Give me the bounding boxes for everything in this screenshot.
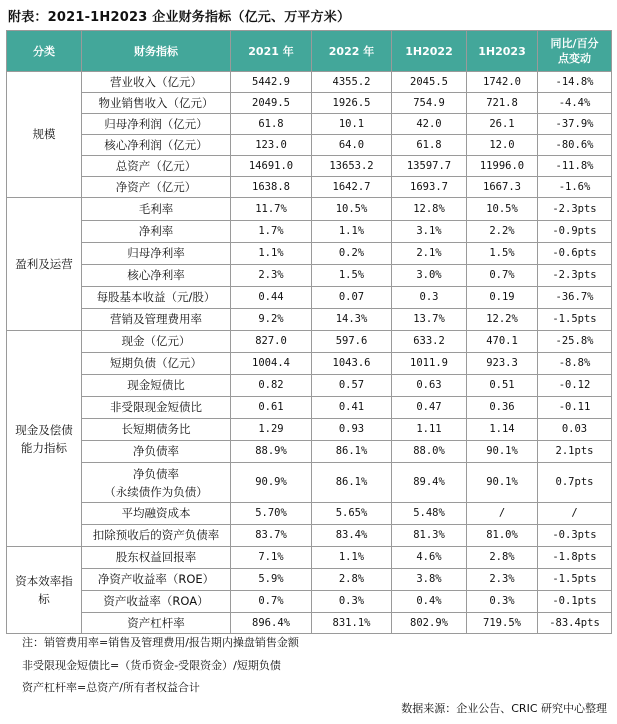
value-2022-cell: 1.5% [312, 265, 392, 287]
value-1h2022-cell: 802.9% [392, 613, 467, 634]
value-2021-cell: 83.7% [231, 525, 312, 547]
value-1h2022-cell: 89.4% [392, 463, 467, 503]
value-1h2023-cell: 923.3 [467, 353, 538, 375]
table-row [7, 331, 612, 353]
metric-cell: 净资产收益率（ROE） [82, 569, 231, 591]
value-2021-cell: 14691.0 [231, 156, 312, 177]
value-2022-cell: 1.1% [312, 547, 392, 569]
value-1h2022-cell: 3.1% [392, 221, 467, 243]
value-1h2023-cell: 12.0 [467, 135, 538, 156]
metric-cell: 每股基本收益（元/股） [82, 287, 231, 309]
metric-cell: 平均融资成本 [82, 503, 231, 525]
metric-cell: 长短期债务比 [82, 419, 231, 441]
value-1h2023-cell: 719.5% [467, 613, 538, 634]
table-row [7, 135, 612, 156]
metric-cell: 总资产（亿元） [82, 156, 231, 177]
table-row [7, 221, 612, 243]
value-1h2023-cell: 90.1% [467, 441, 538, 463]
value-2022-cell: 4355.2 [312, 72, 392, 93]
value-1h2022-cell: 3.0% [392, 265, 467, 287]
value-2022-cell: 0.93 [312, 419, 392, 441]
footnote-2: 非受限现金短债比=（货币资金-受限资金）/短期负债 [22, 659, 281, 672]
value-1h2022-cell: 0.63 [392, 375, 467, 397]
metric-cell [82, 463, 231, 503]
table-row [7, 441, 612, 463]
header-row [7, 31, 612, 72]
value-2021-cell: 0.7% [231, 591, 312, 613]
value-2022-cell: 5.65% [312, 503, 392, 525]
value-1h2022-cell: 754.9 [392, 93, 467, 114]
value-2021-cell: 1.29 [231, 419, 312, 441]
value-2022-cell: 13653.2 [312, 156, 392, 177]
category-label-line1: 现金及偿债 [15, 422, 73, 437]
value-2021-cell: 0.61 [231, 397, 312, 419]
value-1h2022-cell: 13.7% [392, 309, 467, 331]
change-cell: -0.12 [538, 375, 612, 397]
footnote-3: 资产杠杆率=总资产/所有者权益合计 [22, 681, 200, 694]
table-row [7, 198, 612, 221]
value-1h2023-cell: 11996.0 [467, 156, 538, 177]
value-2021-cell: 827.0 [231, 331, 312, 353]
value-2022-cell: 64.0 [312, 135, 392, 156]
change-cell: -1.6% [538, 177, 612, 198]
value-1h2023-cell: 12.2% [467, 309, 538, 331]
change-cell: -1.5pts [538, 569, 612, 591]
category-label-line1: 资本效率指 [15, 574, 73, 588]
table-row [7, 591, 612, 613]
value-2021-cell: 0.44 [231, 287, 312, 309]
value-2021-cell: 123.0 [231, 135, 312, 156]
value-2022-cell: 0.2% [312, 243, 392, 265]
financial-indicators-table [6, 30, 612, 634]
change-cell: -1.5pts [538, 309, 612, 331]
table-row [7, 375, 612, 397]
category-cell: 规模 [7, 72, 82, 198]
value-1h2022-cell: 13597.7 [392, 156, 467, 177]
table-row [7, 243, 612, 265]
value-1h2022-cell: 1011.9 [392, 353, 467, 375]
header-change-line1: 同比/百分 [550, 37, 599, 50]
value-1h2022-cell: 3.8% [392, 569, 467, 591]
value-2021-cell: 1638.8 [231, 177, 312, 198]
header-change-line2: 点变动 [558, 52, 591, 65]
table-row [7, 309, 612, 331]
table-row [7, 419, 612, 441]
value-2021-cell: 2049.5 [231, 93, 312, 114]
category-cell [7, 331, 82, 547]
metric-cell: 核心净利润（亿元） [82, 135, 231, 156]
table-row [7, 114, 612, 135]
value-1h2023-cell: 1.14 [467, 419, 538, 441]
change-cell: -14.8% [538, 72, 612, 93]
change-cell: / [538, 503, 612, 525]
metric-cell: 营销及管理费用率 [82, 309, 231, 331]
header-metric: 财务指标 [82, 31, 231, 72]
metric-cell: 非受限现金短债比 [82, 397, 231, 419]
change-cell: -11.8% [538, 156, 612, 177]
value-1h2023-cell: 1.5% [467, 243, 538, 265]
category-label-line2: 标 [38, 592, 50, 606]
table-row [7, 177, 612, 198]
change-cell: 2.1pts [538, 441, 612, 463]
footnote-1: 注：销管费用率=销售及管理费用/报告期内操盘销售金额 [22, 636, 299, 649]
metric-cell: 毛利率 [82, 198, 231, 221]
value-2022-cell: 86.1% [312, 441, 392, 463]
value-2021-cell: 5.70% [231, 503, 312, 525]
value-1h2023-cell: 0.3% [467, 591, 538, 613]
value-1h2023-cell: 0.36 [467, 397, 538, 419]
value-2021-cell: 90.9% [231, 463, 312, 503]
change-cell: -4.4% [538, 93, 612, 114]
value-1h2023-cell: 0.19 [467, 287, 538, 309]
metric-label-note: （永续债作为负债） [104, 484, 208, 499]
change-cell: -0.11 [538, 397, 612, 419]
header-change [538, 31, 612, 72]
metric-cell: 净资产（亿元） [82, 177, 231, 198]
value-2021-cell: 11.7% [231, 198, 312, 221]
change-cell: -0.9pts [538, 221, 612, 243]
value-2021-cell: 0.82 [231, 375, 312, 397]
category-cell: 盈利及运营 [7, 198, 82, 331]
metric-cell: 短期负债（亿元） [82, 353, 231, 375]
value-1h2023-cell: 0.7% [467, 265, 538, 287]
change-cell: -25.8% [538, 331, 612, 353]
value-2021-cell: 61.8 [231, 114, 312, 135]
value-1h2022-cell: 0.3 [392, 287, 467, 309]
category-label-line2: 能力指标 [21, 440, 67, 455]
value-1h2023-cell: 90.1% [467, 463, 538, 503]
table-row [7, 156, 612, 177]
value-1h2023-cell: 2.2% [467, 221, 538, 243]
metric-cell: 股东权益回报率 [82, 547, 231, 569]
value-2021-cell: 2.3% [231, 265, 312, 287]
value-1h2023-cell: 26.1 [467, 114, 538, 135]
value-2022-cell: 597.6 [312, 331, 392, 353]
table-row [7, 72, 612, 93]
header-1h2022: 1H2022 [392, 31, 467, 72]
value-1h2023-cell: 81.0% [467, 525, 538, 547]
value-2022-cell: 0.3% [312, 591, 392, 613]
change-cell: -0.6pts [538, 243, 612, 265]
change-cell: -2.3pts [538, 265, 612, 287]
header-1h2023: 1H2023 [467, 31, 538, 72]
change-cell: -36.7% [538, 287, 612, 309]
change-cell: -83.4pts [538, 613, 612, 634]
metric-cell: 扣除预收后的资产负债率 [82, 525, 231, 547]
metric-cell: 营业收入（亿元） [82, 72, 231, 93]
value-1h2022-cell: 12.8% [392, 198, 467, 221]
metric-cell: 归母净利润（亿元） [82, 114, 231, 135]
value-1h2022-cell: 1693.7 [392, 177, 467, 198]
header-category: 分类 [7, 31, 82, 72]
metric-cell: 现金短债比 [82, 375, 231, 397]
value-2021-cell: 88.9% [231, 441, 312, 463]
table-row [7, 287, 612, 309]
value-2021-cell: 896.4% [231, 613, 312, 634]
value-1h2023-cell: 1667.3 [467, 177, 538, 198]
value-2021-cell: 5.9% [231, 569, 312, 591]
value-1h2022-cell: 0.47 [392, 397, 467, 419]
value-1h2023-cell: 1742.0 [467, 72, 538, 93]
value-1h2023-cell: 721.8 [467, 93, 538, 114]
value-2021-cell: 1.1% [231, 243, 312, 265]
change-cell: -0.3pts [538, 525, 612, 547]
change-cell: -80.6% [538, 135, 612, 156]
table-row [7, 569, 612, 591]
table-row [7, 503, 612, 525]
value-1h2022-cell: 1.11 [392, 419, 467, 441]
value-1h2022-cell: 2045.5 [392, 72, 467, 93]
table-body [7, 72, 612, 634]
change-cell: 0.7pts [538, 463, 612, 503]
table-row [7, 547, 612, 569]
metric-label: 净负债率 [133, 466, 179, 481]
metric-cell: 净利率 [82, 221, 231, 243]
value-2022-cell: 86.1% [312, 463, 392, 503]
table-row [7, 463, 612, 503]
data-source: 数据来源：企业公告、CRIC 研究中心整理 [401, 702, 607, 715]
value-2022-cell: 831.1% [312, 613, 392, 634]
metric-cell: 现金（亿元） [82, 331, 231, 353]
metric-cell: 资产收益率（ROA） [82, 591, 231, 613]
value-2021-cell: 1004.4 [231, 353, 312, 375]
value-1h2022-cell: 0.4% [392, 591, 467, 613]
value-2022-cell: 14.3% [312, 309, 392, 331]
value-1h2022-cell: 633.2 [392, 331, 467, 353]
metric-cell: 物业销售收入（亿元） [82, 93, 231, 114]
value-1h2022-cell: 4.6% [392, 547, 467, 569]
value-1h2022-cell: 2.1% [392, 243, 467, 265]
metric-cell: 核心净利率 [82, 265, 231, 287]
value-2022-cell: 0.41 [312, 397, 392, 419]
value-2021-cell: 9.2% [231, 309, 312, 331]
metric-cell: 资产杠杆率 [82, 613, 231, 634]
table-row [7, 397, 612, 419]
value-2022-cell: 1043.6 [312, 353, 392, 375]
value-2021-cell: 1.7% [231, 221, 312, 243]
value-1h2023-cell: / [467, 503, 538, 525]
value-1h2022-cell: 88.0% [392, 441, 467, 463]
value-1h2022-cell: 81.3% [392, 525, 467, 547]
change-cell: -8.8% [538, 353, 612, 375]
value-2022-cell: 10.5% [312, 198, 392, 221]
value-2021-cell: 7.1% [231, 547, 312, 569]
header-2022: 2022 年 [312, 31, 392, 72]
value-2022-cell: 10.1 [312, 114, 392, 135]
value-2021-cell: 5442.9 [231, 72, 312, 93]
value-1h2023-cell: 2.8% [467, 547, 538, 569]
value-2022-cell: 83.4% [312, 525, 392, 547]
value-1h2023-cell: 0.51 [467, 375, 538, 397]
value-2022-cell: 0.07 [312, 287, 392, 309]
change-cell: -2.3pts [538, 198, 612, 221]
change-cell: -0.1pts [538, 591, 612, 613]
table-row [7, 93, 612, 114]
value-2022-cell: 1642.7 [312, 177, 392, 198]
change-cell: 0.03 [538, 419, 612, 441]
value-1h2022-cell: 5.48% [392, 503, 467, 525]
metric-cell: 净负债率 [82, 441, 231, 463]
value-1h2022-cell: 42.0 [392, 114, 467, 135]
change-cell: -37.9% [538, 114, 612, 135]
value-1h2023-cell: 470.1 [467, 331, 538, 353]
value-1h2023-cell: 10.5% [467, 198, 538, 221]
table-row [7, 525, 612, 547]
table-row [7, 353, 612, 375]
header-2021: 2021 年 [231, 31, 312, 72]
value-1h2023-cell: 2.3% [467, 569, 538, 591]
value-2022-cell: 2.8% [312, 569, 392, 591]
change-cell: -1.8pts [538, 547, 612, 569]
value-2022-cell: 0.57 [312, 375, 392, 397]
category-cell [7, 547, 82, 634]
metric-cell: 归母净利率 [82, 243, 231, 265]
value-1h2022-cell: 61.8 [392, 135, 467, 156]
table-row [7, 265, 612, 287]
table-title: 附表：2021-1H2023 企业财务指标（亿元、万平方米） [8, 10, 351, 25]
table-row [7, 613, 612, 634]
value-2022-cell: 1.1% [312, 221, 392, 243]
value-2022-cell: 1926.5 [312, 93, 392, 114]
